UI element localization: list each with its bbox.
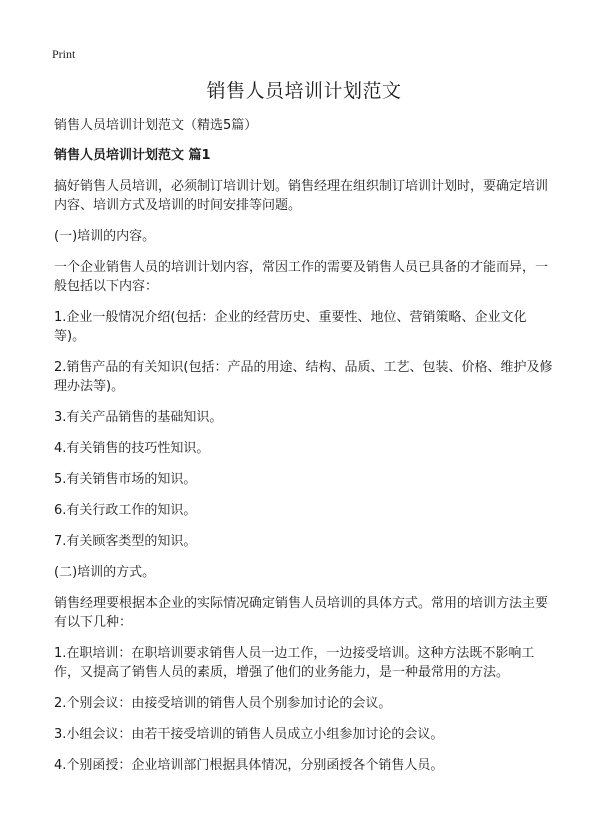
list-item-content-7: 7.有关顾客类型的知识。 — [54, 534, 197, 549]
list-item-method-1: 1.在职培训：在职培训要求销售人员一边工作，一边接受培训。这种方法既不影响工作，又提高了销售人员的素质，增强了他们的业务能力，是一种最常用的方法。 — [54, 646, 535, 680]
print-link[interactable]: Print — [52, 47, 76, 61]
list-item-content-1: 1.企业一般情况介绍(包括：企业的经营历史、重要性、地位、营销策略、企业文化等)。 — [54, 310, 527, 344]
list-item-method-2: 2.个别会议：由接受培训的销售人员个别参加讨论的会议。 — [54, 696, 392, 711]
list-item-content-3: 3.有关产品销售的基础知识。 — [54, 410, 223, 425]
paragraph-training-method-heading: (二)培训的方式。 — [54, 565, 156, 580]
document-body — [54, 177, 554, 775]
paragraph-content-overview: 一个企业销售人员的培训计划内容，常因工作的需要及销售人员已具备的才能而异，一般包括以下内容： — [54, 260, 549, 294]
paragraph-intro: 搞好销售人员培训，必须制订培训计划。销售经理在组织制订培训计划时，要确定培训内容、培训方式及培训的时间安排等问题。 — [54, 179, 549, 213]
section-heading: 销售人员培训计划范文 篇1 — [54, 148, 211, 163]
list-item-content-5: 5.有关销售市场的知识。 — [54, 472, 197, 487]
document-title: 销售人员培训计划范文 — [206, 80, 402, 102]
list-item-method-4: 4.个别函授：企业培训部门根据具体情况，分别函授各个销售人员。 — [54, 758, 444, 773]
list-item-content-4: 4.有关销售的技巧性知识。 — [54, 441, 210, 456]
list-item-method-3: 3.小组会议：由若干接受培训的销售人员成立小组参加讨论的会议。 — [54, 727, 444, 742]
document-subtitle: 销售人员培训计划范文（精选5篇） — [54, 118, 258, 133]
list-item-content-2: 2.销售产品的有关知识(包括：产品的用途、结构、品质、工艺、包装、价格、维护及修理办法等)。 — [54, 360, 553, 394]
paragraph-method-overview: 销售经理要根据本企业的实际情况确定销售人员培训的具体方式。常用的培训方法主要有以下几种： — [54, 596, 549, 630]
list-item-content-6: 6.有关行政工作的知识。 — [54, 503, 197, 518]
paragraph-training-content-heading: (一)培训的内容。 — [54, 229, 156, 244]
